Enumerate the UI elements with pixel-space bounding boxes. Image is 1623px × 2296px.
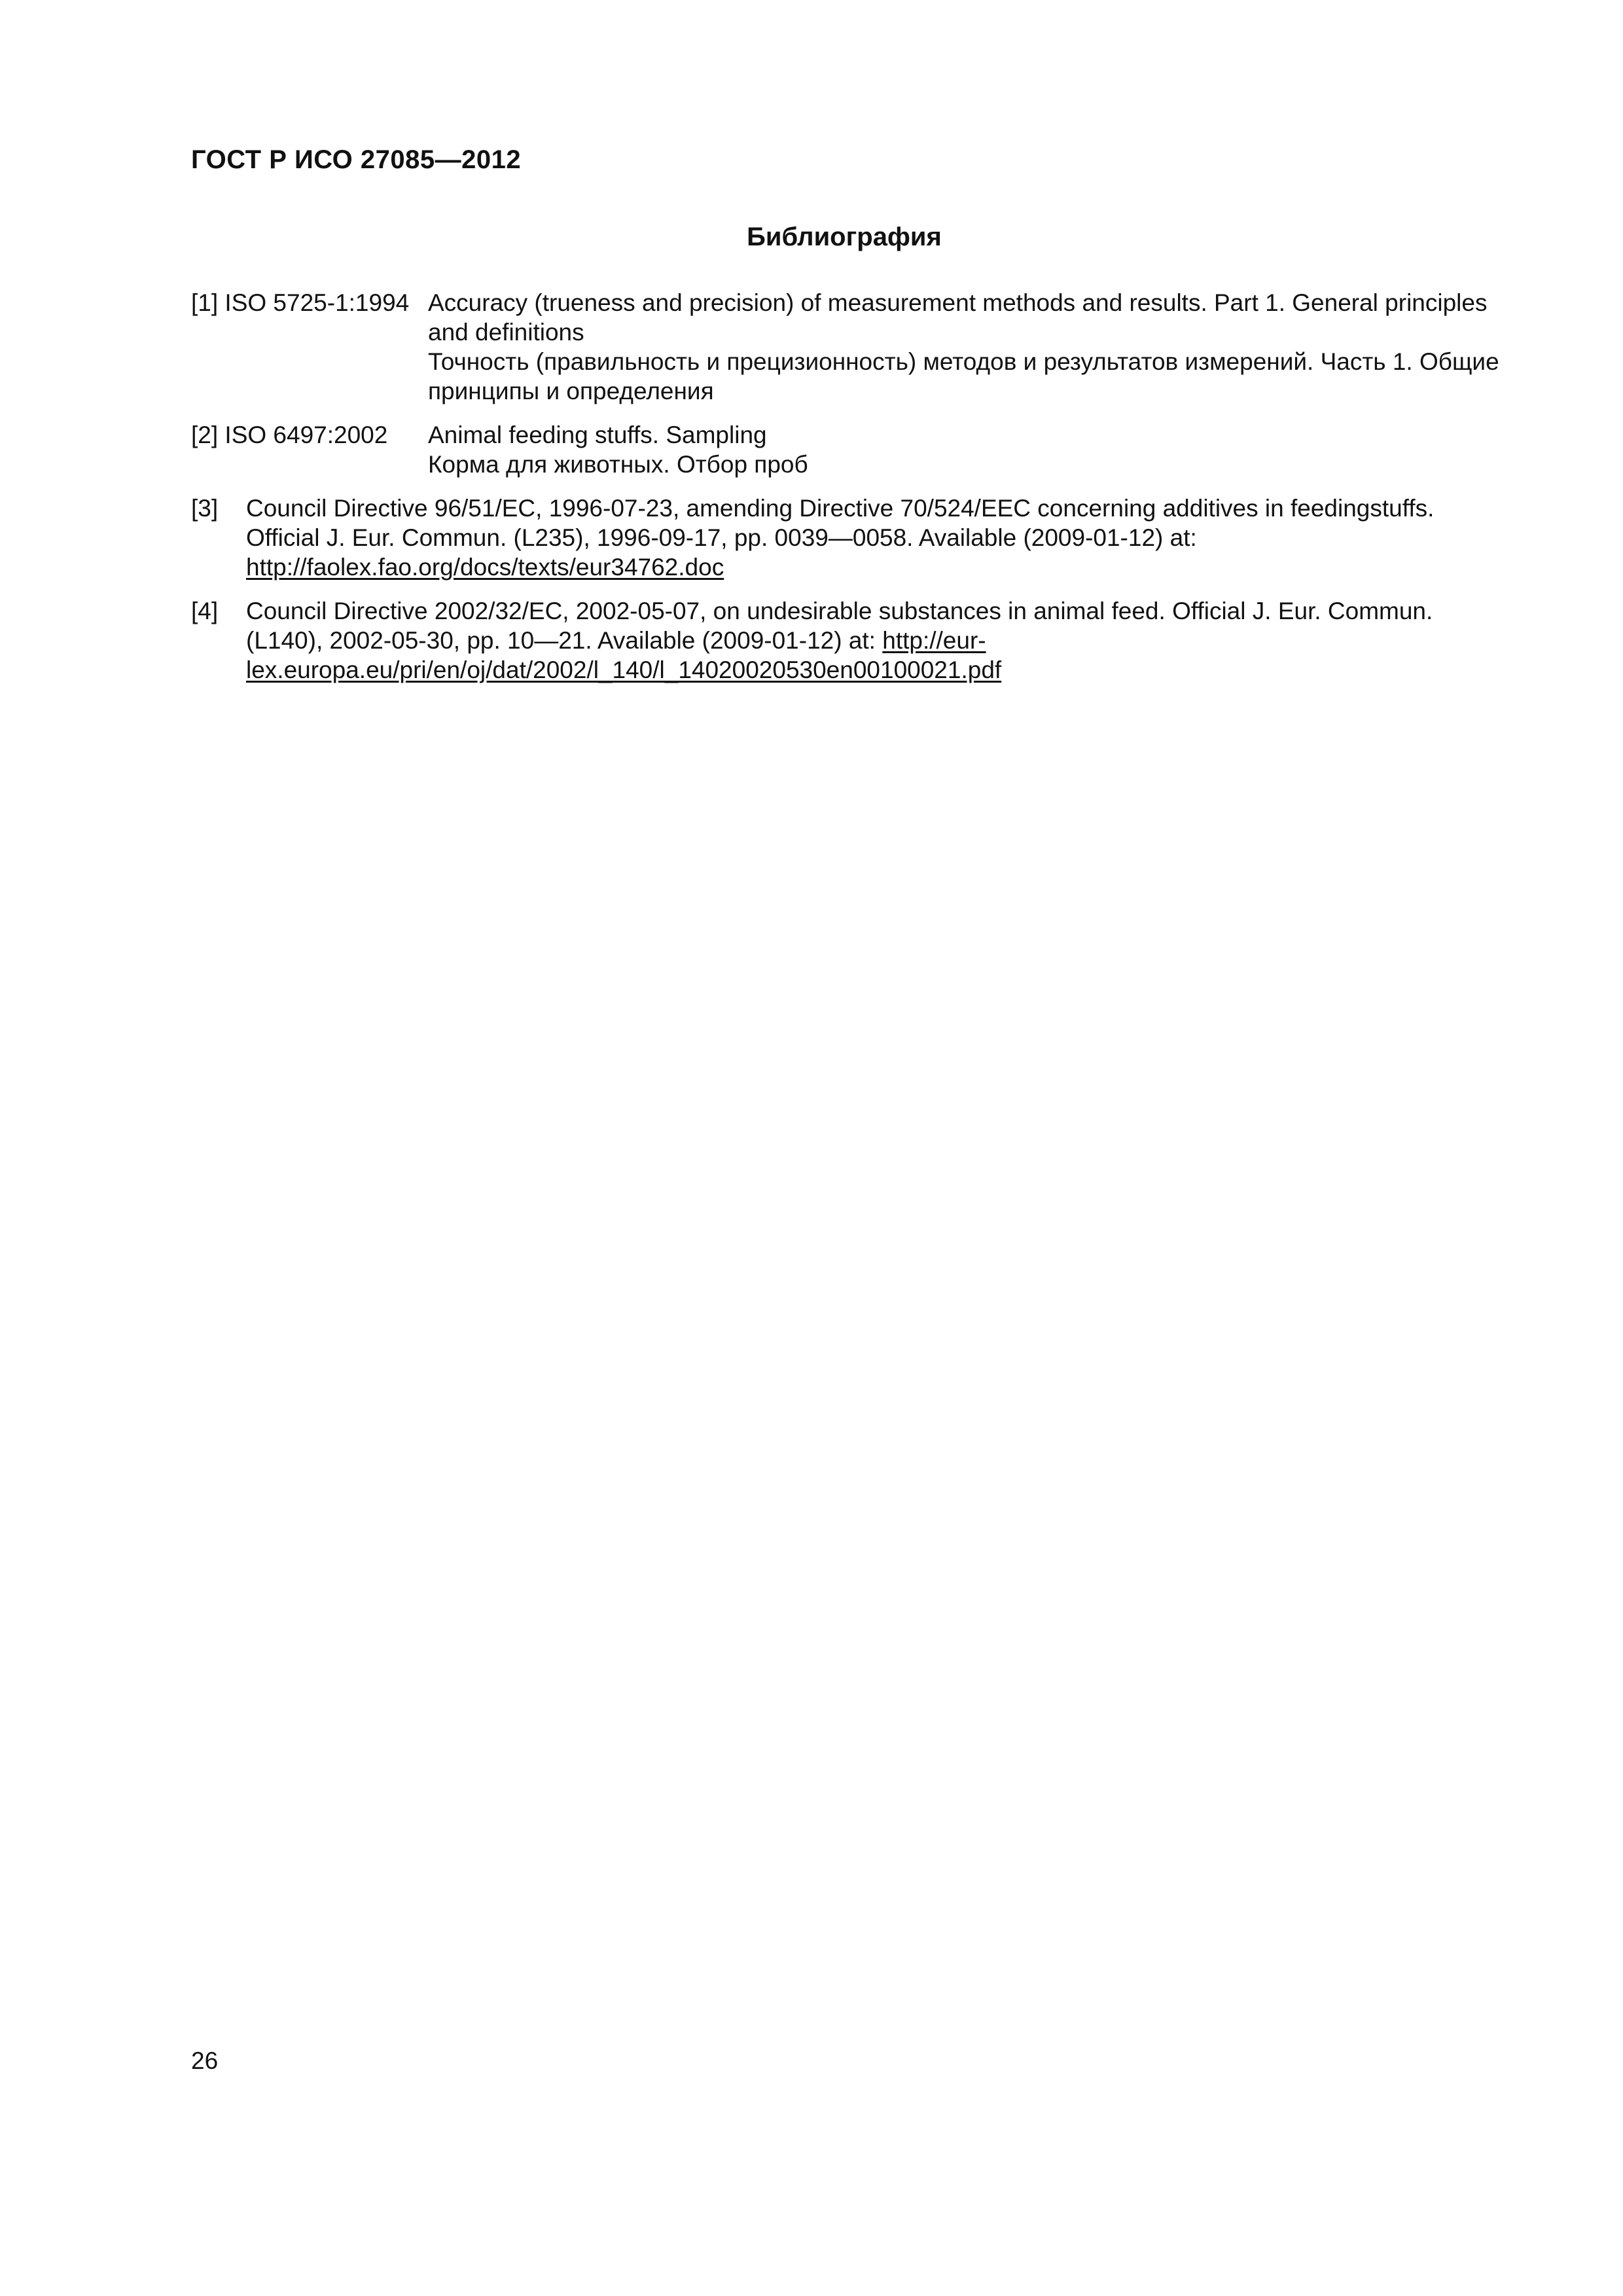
bibliography-title: Библиография bbox=[747, 223, 942, 251]
reference-item bbox=[191, 596, 1507, 685]
reference-body bbox=[246, 596, 1507, 685]
reference-label: [1] ISO 5725-1:1994 bbox=[191, 289, 410, 316]
reference-link[interactable]: http://eur-lex.europa.eu/pri/en/oj/dat/2002/l_140/l_14020020530en00100021.pdf bbox=[246, 627, 1002, 683]
reference-label: [4] bbox=[191, 598, 219, 624]
reference-title-ru: Точность (правильность и прецизионность) методов и результатов измерений. Часть 1. Общие принципы и определения bbox=[428, 348, 1499, 404]
reference-title-en: Accuracy (trueness and precision) of measurement methods and results. Part 1. General principles and definitions bbox=[428, 289, 1488, 346]
reference-title-en: Animal feeding stuffs. Sampling bbox=[428, 422, 767, 448]
reference-item bbox=[191, 288, 1507, 406]
page-number: 26 bbox=[191, 2047, 219, 2074]
bibliography-list bbox=[191, 288, 1507, 699]
reference-text: Council Directive 2002/32/EC, 2002-05-07, on undesirable substances in animal feed. Official J. Eur. Commun. (L140), 2002-05-30, pp. 10—21. Available (2009-01-12) at: bbox=[246, 598, 1433, 654]
reference-label: [2] ISO 6497:2002 bbox=[191, 422, 388, 448]
reference-body bbox=[428, 288, 1507, 406]
reference-item bbox=[191, 493, 1507, 582]
reference-text: Council Directive 96/51/EC, 1996-07-23, amending Directive 70/524/EEC concerning additives in feedingstuffs. Official J. Eur. Commun. (L235), 1996-09-17, pp. 0039—0058. Available (2009-01-12) at: bbox=[246, 495, 1435, 551]
reference-title-ru: Корма для животных. Отбор проб bbox=[428, 451, 808, 478]
reference-body bbox=[246, 493, 1507, 582]
reference-body bbox=[428, 420, 1507, 479]
reference-label: [3] bbox=[191, 495, 219, 522]
standard-header: ГОСТ Р ИСО 27085—2012 bbox=[191, 145, 522, 174]
reference-item bbox=[191, 420, 1507, 479]
reference-link[interactable]: http://faolex.fao.org/docs/texts/eur34762.doc bbox=[246, 554, 724, 581]
